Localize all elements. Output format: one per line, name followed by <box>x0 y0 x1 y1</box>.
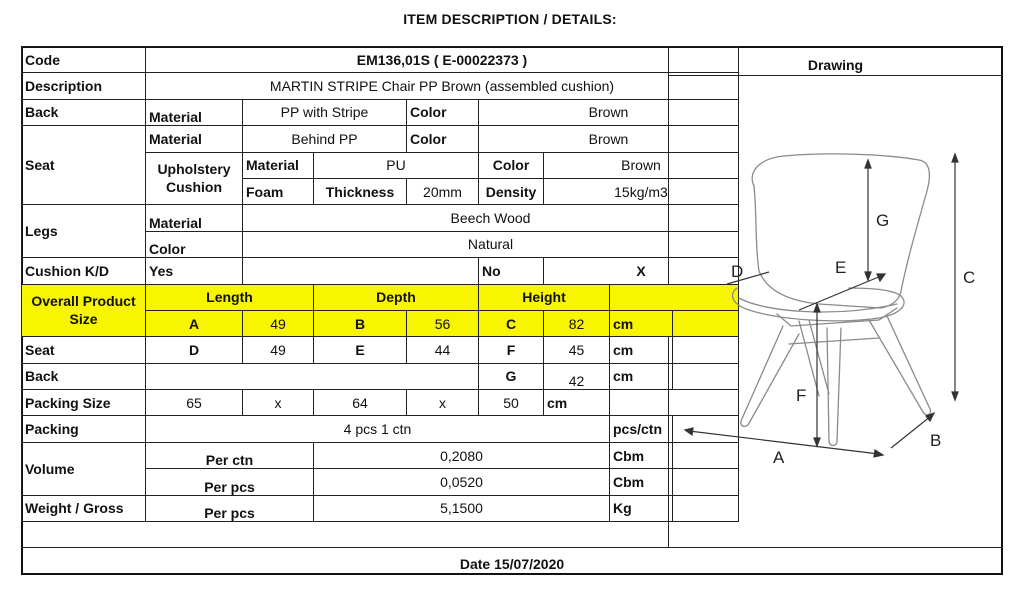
label-upholstery-color: Color <box>479 152 544 178</box>
label-volume: Volume <box>22 442 146 495</box>
header-length: Length <box>146 284 314 310</box>
row-overall-header <box>22 284 739 310</box>
row-back-size <box>22 363 739 389</box>
value-upholstery-color: Brown <box>544 152 739 178</box>
back-size-blank <box>146 363 479 389</box>
row-seat-size <box>22 337 739 363</box>
label-legs: Legs <box>22 205 146 258</box>
chair-leg-front-left <box>741 326 799 426</box>
dim-letter-d: D <box>731 262 744 281</box>
dim-letter-g: G <box>876 211 890 230</box>
chair-drawing <box>669 76 1002 546</box>
value-weight-pcs: 5,1500 <box>314 495 610 521</box>
unit-cm-back: cm <box>610 363 673 389</box>
value-volume-pcs: 0,0520 <box>314 469 610 495</box>
chair-leg-back-right <box>869 316 930 415</box>
label-thickness: Thickness <box>314 178 407 204</box>
value-back-material: PP with Stripe <box>243 99 407 125</box>
header-height: Height <box>479 284 610 310</box>
value-seat-color: Brown <box>479 126 739 152</box>
dim-a-label: A <box>146 310 243 336</box>
dim-arrow-c-top <box>952 154 958 162</box>
packing-x-2: x <box>407 390 479 416</box>
label-density: Density <box>479 178 544 204</box>
dim-a-value: 49 <box>243 310 314 336</box>
row-description <box>22 73 739 99</box>
label-legs-color: Color <box>146 231 243 257</box>
unit-cbm-pcs: Cbm <box>610 469 673 495</box>
dim-letter-f: F <box>796 386 807 405</box>
chair-drawing-svg <box>669 76 1002 546</box>
unit-pcs-ctn: pcs/ctn <box>610 416 673 442</box>
packing-width: 64 <box>314 390 407 416</box>
unit-cm-overall: cm <box>610 310 673 336</box>
chair-leg-front-right <box>827 328 841 446</box>
dim-arrow-f-top <box>814 304 820 312</box>
dim-arrow-f-bottom <box>814 438 820 446</box>
footer-date: Date 15/07/2020 <box>21 547 1003 575</box>
unit-cbm-ctn: Cbm <box>610 442 673 468</box>
label-seat-material: Material <box>146 126 243 152</box>
label-yes: Yes <box>146 258 243 284</box>
label-upholstery-cushion <box>146 152 243 205</box>
dim-arrow-a-right <box>874 450 883 457</box>
value-packing: 4 pcs 1 ctn <box>146 416 610 442</box>
label-overall-product: Overall Product <box>31 293 136 310</box>
label-back-color: Color <box>407 99 479 125</box>
dim-b-label: B <box>314 310 407 336</box>
dim-c-value: 82 <box>544 310 610 336</box>
value-description: MARTIN STRIPE Chair PP Brown (assembled cushion) <box>146 73 739 99</box>
chair-backrest-shape <box>752 154 929 308</box>
label-size: Size <box>69 311 98 328</box>
label-per-ctn: Per ctn <box>146 442 314 468</box>
label-weight: Weight / Gross <box>22 495 146 521</box>
label-description: Description <box>22 73 146 99</box>
row-cushion-kd <box>22 258 739 284</box>
label-per-pcs: Per pcs <box>146 469 314 495</box>
dim-letter-b: B <box>930 431 942 450</box>
dim-arrow-a-left <box>685 428 693 435</box>
dim-arrow-g-bottom <box>865 272 871 280</box>
value-thickness: 20mm <box>407 178 479 204</box>
packing-height: 50 <box>479 390 544 416</box>
page-title: ITEM DESCRIPTION / DETAILS: <box>403 11 617 27</box>
row-weight <box>22 495 739 521</box>
label-back-size: Back <box>22 363 146 389</box>
dim-g-label: G <box>479 363 544 389</box>
label-code: Code <box>22 47 146 73</box>
value-no: X <box>544 258 739 284</box>
packing-x-1: x <box>243 390 314 416</box>
row-packing <box>22 416 739 442</box>
label-foam: Foam <box>243 178 314 204</box>
dim-b-value: 56 <box>407 310 479 336</box>
dim-e-value: 44 <box>407 337 479 363</box>
row-seat-material <box>22 126 739 152</box>
row-volume-ctn <box>22 442 739 468</box>
label-packing-size: Packing Size <box>22 390 146 416</box>
label-legs-material: Material <box>146 205 243 231</box>
label-upholstery-material: Material <box>243 152 314 178</box>
value-density: 15kg/m3 <box>544 178 739 204</box>
label-no: No <box>479 258 544 284</box>
label-back-material: Material <box>146 99 243 125</box>
dim-f-label: F <box>479 337 544 363</box>
unit-cm-seat: cm <box>610 337 673 363</box>
dim-d-label: D <box>146 337 243 363</box>
label-weight-per-pcs: Per pcs <box>146 495 314 521</box>
chair-leg-back-left <box>799 320 829 396</box>
dim-letter-c: C <box>963 268 976 287</box>
dim-arrow-e-right <box>877 274 885 281</box>
header-depth: Depth <box>314 284 479 310</box>
packing-length: 65 <box>146 390 243 416</box>
row-code <box>22 47 739 73</box>
value-back-color: Brown <box>479 99 739 125</box>
value-volume-ctn: 0,2080 <box>314 442 610 468</box>
dim-arrow-c-bottom <box>952 392 958 400</box>
value-legs-color: Natural <box>243 231 739 257</box>
value-legs-material: Beech Wood <box>243 205 739 231</box>
dim-line-b <box>891 416 931 448</box>
row-packing-size <box>22 390 739 416</box>
label-packing: Packing <box>22 416 146 442</box>
label-overall-size <box>22 284 146 337</box>
dim-g-value: 42 <box>544 363 610 389</box>
value-code: EM136,01S ( E-00022373 ) <box>146 47 739 73</box>
label-back: Back <box>22 99 146 125</box>
row-legs-material <box>22 205 739 231</box>
dim-arrow-g-top <box>865 160 871 168</box>
spec-table <box>21 46 739 522</box>
label-seat: Seat <box>22 126 146 205</box>
dim-letter-e: E <box>835 258 847 277</box>
unit-kg: Kg <box>610 495 673 521</box>
label-cushion: Cushion <box>166 179 222 196</box>
dim-c-label: C <box>479 310 544 336</box>
row-back <box>22 99 739 125</box>
dim-letter-a: A <box>773 448 785 467</box>
label-seat-color: Color <box>407 126 479 152</box>
label-cushion-kd: Cushion K/D <box>22 258 146 284</box>
value-yes <box>243 258 479 284</box>
dim-f-value: 45 <box>544 337 610 363</box>
unit-cm-packing: cm <box>544 390 610 416</box>
dim-d-value: 49 <box>243 337 314 363</box>
chair-stretcher <box>789 338 879 344</box>
dim-e-label: E <box>314 337 407 363</box>
label-upholstery: Upholstery <box>157 161 231 178</box>
value-upholstery-material: PU <box>314 152 479 178</box>
value-seat-material: Behind PP <box>243 126 407 152</box>
drawing-title: Drawing <box>669 48 1002 76</box>
label-seat-size: Seat <box>22 337 146 363</box>
